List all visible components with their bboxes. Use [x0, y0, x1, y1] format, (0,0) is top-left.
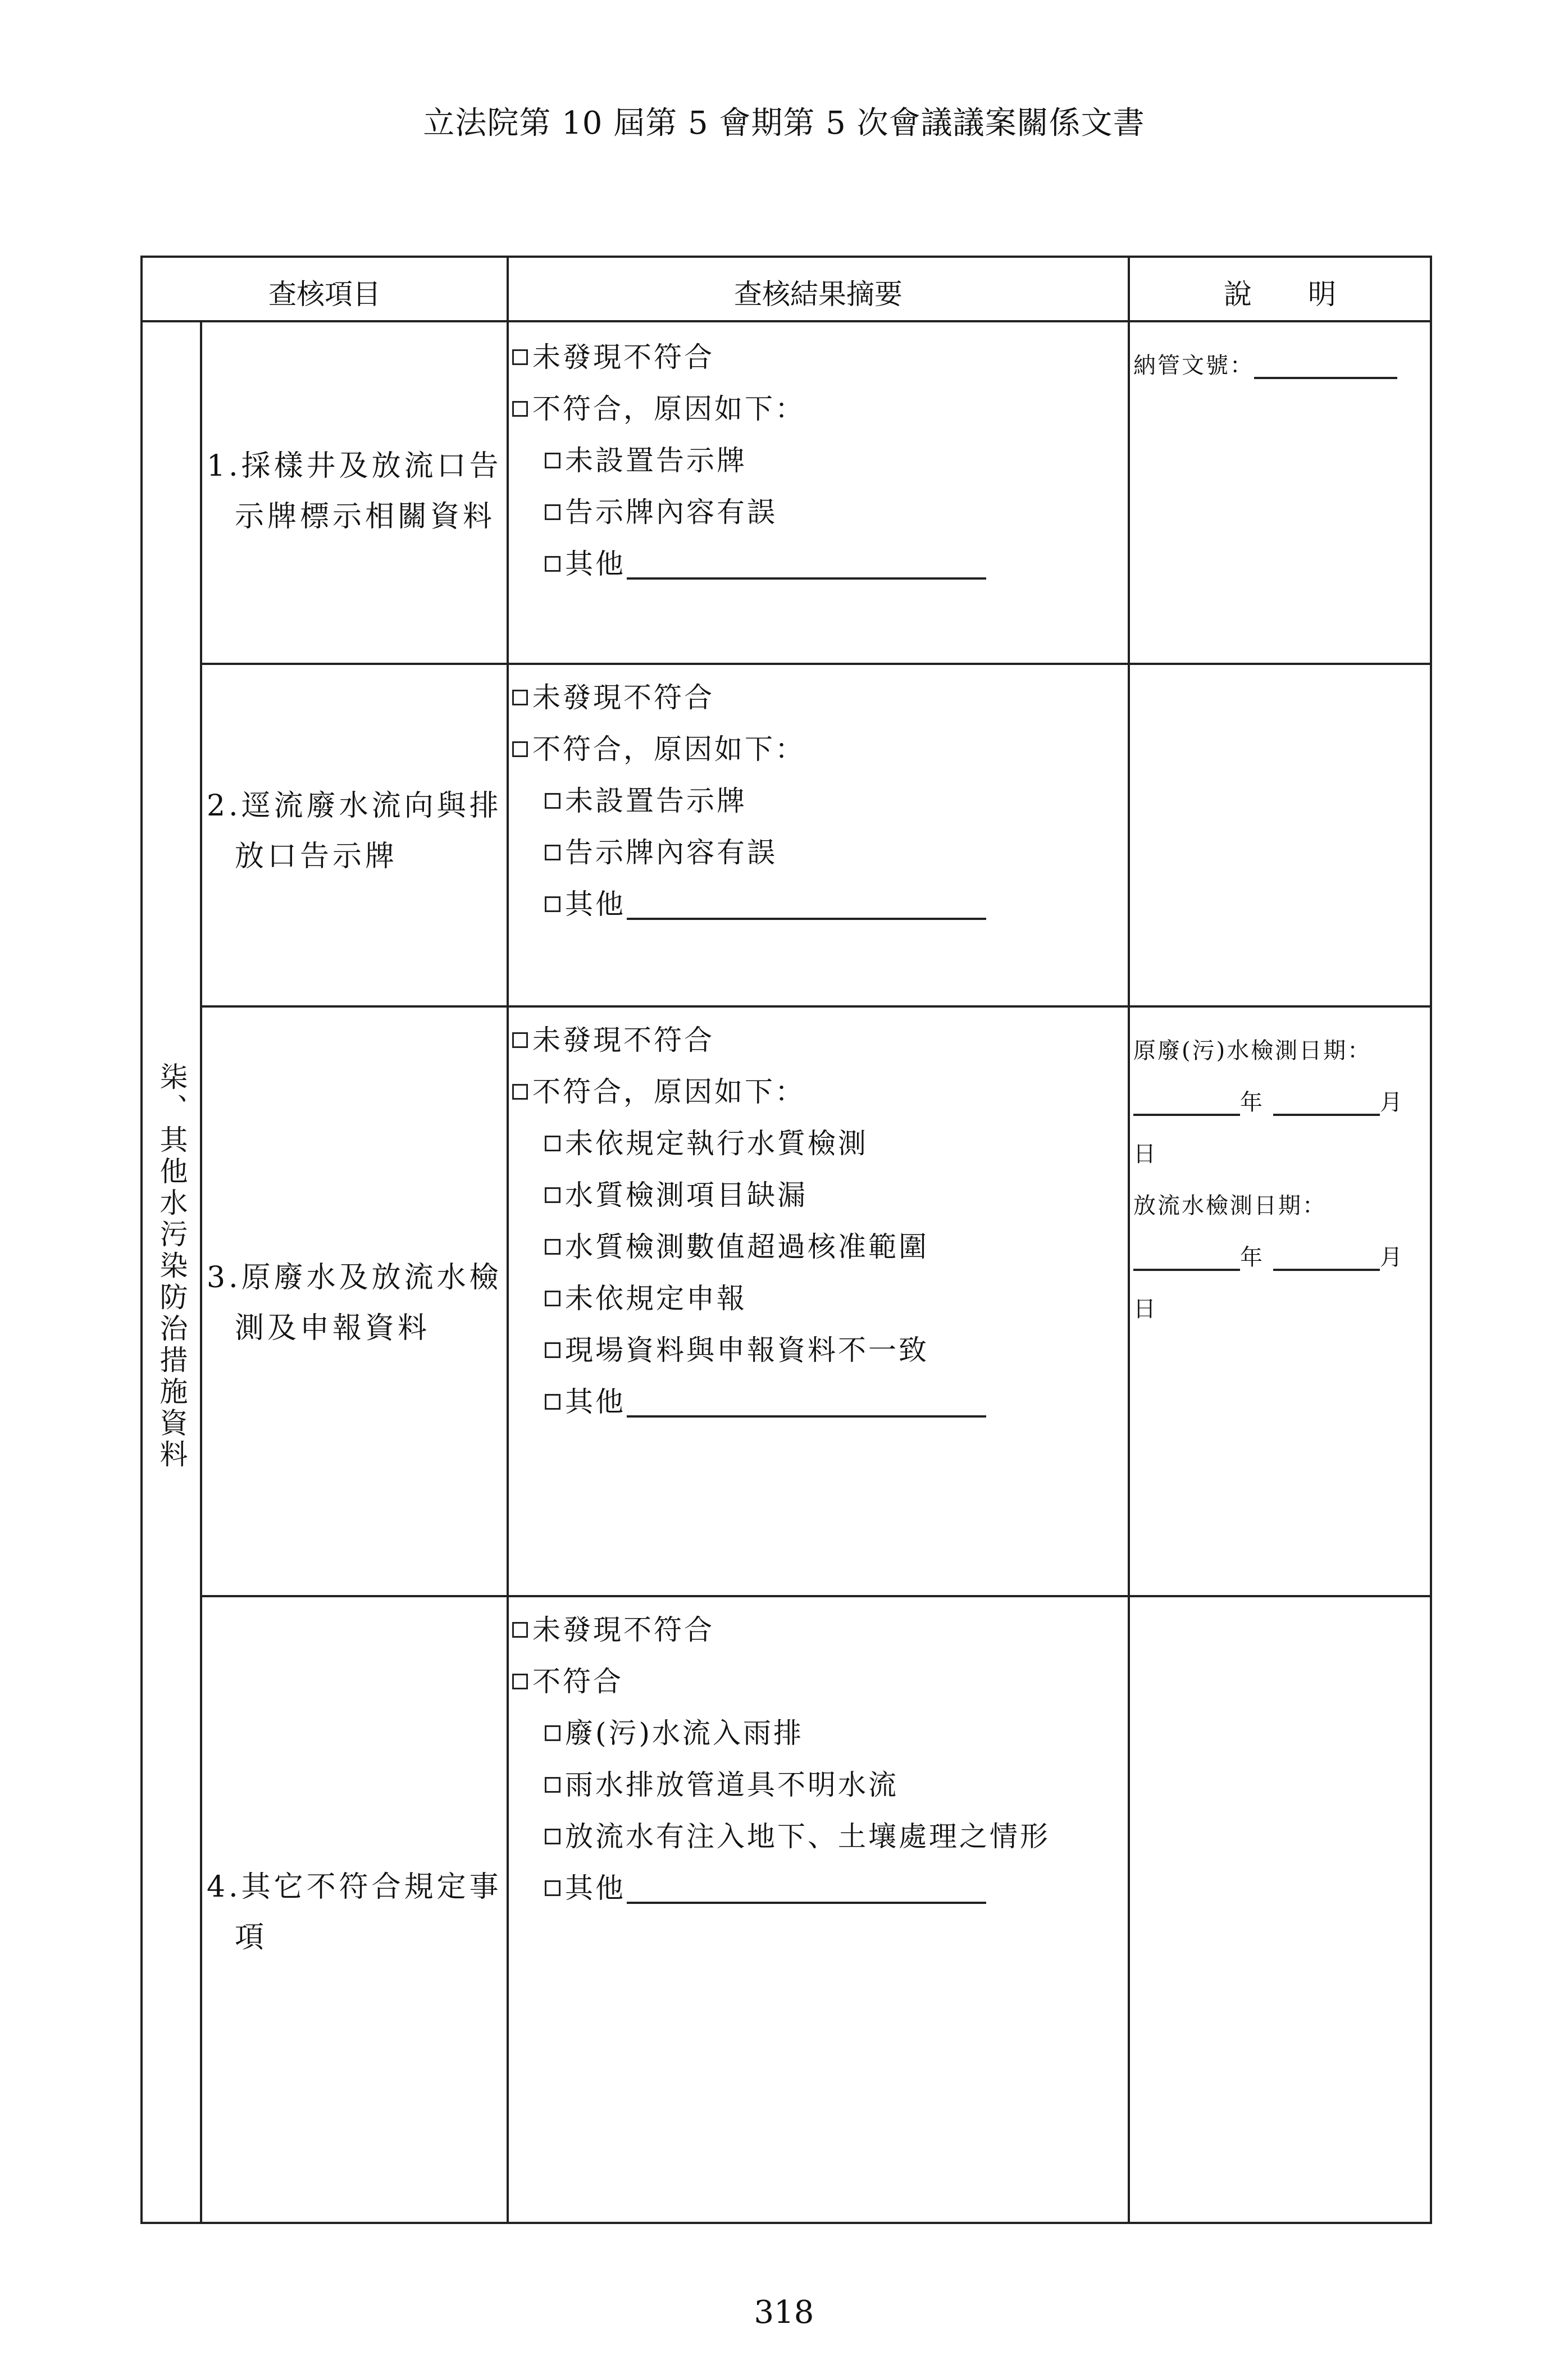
- page-number: 318: [754, 2294, 814, 2331]
- checkbox-icon[interactable]: [512, 1084, 528, 1100]
- raw-water-test-date-fields: 年 月: [1133, 1077, 1425, 1128]
- checkbox-icon[interactable]: [545, 896, 560, 912]
- checkbox-icon[interactable]: [545, 1394, 560, 1410]
- day-label: 日: [1133, 1296, 1157, 1322]
- permit-number-label: 納管文號：: [1133, 353, 1254, 379]
- checkbox-option[interactable]: 告示牌內容有誤: [512, 486, 1124, 538]
- checkbox-icon[interactable]: [512, 1674, 528, 1689]
- note-cell-3: [1133, 1025, 1425, 1335]
- checkbox-option[interactable]: 未設置告示牌: [512, 435, 1124, 486]
- checkbox-option[interactable]: 放流水有注入地下、土壤處理之情形: [512, 1811, 1124, 1862]
- checkbox-icon[interactable]: [545, 504, 560, 520]
- checkbox-icon[interactable]: [545, 556, 560, 572]
- checkbox-option[interactable]: 未發現不符合: [512, 1604, 1124, 1656]
- other-blank-line[interactable]: [627, 888, 986, 920]
- check-item-4: 4.其它不符合規定事 項: [207, 1870, 502, 1954]
- checkbox-option-other[interactable]: 其他: [512, 878, 1124, 930]
- checkbox-option[interactable]: 現場資料與申報資料不一致: [512, 1324, 1124, 1376]
- checkbox-icon[interactable]: [512, 741, 528, 757]
- category-label: 柒、其他水污染防治措施資料: [155, 1062, 188, 1471]
- checkbox-option[interactable]: 水質檢測項目缺漏: [512, 1169, 1124, 1221]
- checkbox-icon[interactable]: [545, 845, 560, 860]
- effluent-test-date-fields: 年 月: [1133, 1232, 1425, 1283]
- other-blank-line[interactable]: [627, 1872, 986, 1904]
- result-cell-4: [512, 1604, 1124, 1914]
- year-blank[interactable]: [1133, 1244, 1240, 1271]
- column-header-item: 查核項目: [268, 278, 381, 311]
- checkbox-icon[interactable]: [545, 1187, 560, 1203]
- document-header: 立法院第 10 屆第 5 會期第 5 次會議議案關係文書: [423, 105, 1145, 142]
- checkbox-option[interactable]: 不符合，原因如下：: [512, 723, 1124, 775]
- checkbox-icon[interactable]: [512, 1032, 528, 1048]
- note-cell-1: [1133, 340, 1425, 391]
- checkbox-icon[interactable]: [512, 690, 528, 705]
- checkbox-option[interactable]: 不符合，原因如下：: [512, 383, 1124, 435]
- checkbox-icon[interactable]: [545, 453, 560, 468]
- checkbox-icon[interactable]: [545, 1136, 560, 1151]
- checkbox-option[interactable]: 未設置告示牌: [512, 775, 1124, 827]
- checkbox-option[interactable]: 未依規定執行水質檢測: [512, 1118, 1124, 1169]
- item-column-divider: [507, 256, 509, 2224]
- category-cell: [140, 315, 202, 2218]
- result-cell-1: [512, 331, 1124, 590]
- checkbox-option[interactable]: 未發現不符合: [512, 331, 1124, 383]
- checkbox-option[interactable]: 未依規定申報: [512, 1273, 1124, 1324]
- permit-number-blank[interactable]: [1254, 352, 1397, 379]
- checkbox-option[interactable]: 水質檢測數值超過核准範圍: [512, 1221, 1124, 1273]
- checkbox-option-other[interactable]: 其他: [512, 1376, 1124, 1428]
- checkbox-option-other[interactable]: 其他: [512, 538, 1124, 590]
- checkbox-option[interactable]: 廢(污)水流入雨排: [512, 1707, 1124, 1759]
- checkbox-icon[interactable]: [512, 349, 528, 365]
- raw-water-test-date-label: 原廢(污)水檢測日期：: [1133, 1038, 1372, 1064]
- checkbox-option[interactable]: 不符合: [512, 1656, 1124, 1707]
- effluent-test-date-label: 放流水檢測日期：: [1133, 1193, 1327, 1219]
- row-divider-2: [200, 1005, 1432, 1008]
- result-column-divider: [1128, 256, 1130, 2224]
- month-blank[interactable]: [1273, 1089, 1380, 1116]
- column-header-result: 查核結果摘要: [734, 278, 902, 311]
- result-cell-2: [512, 672, 1124, 930]
- checkbox-icon[interactable]: [512, 401, 528, 417]
- day-label: 日: [1133, 1141, 1157, 1167]
- check-item-3: 3.原廢水及放流水檢 測及申報資料: [207, 1261, 502, 1345]
- other-blank-line[interactable]: [627, 548, 986, 580]
- checkbox-icon[interactable]: [512, 1622, 528, 1638]
- checkbox-icon[interactable]: [545, 1829, 560, 1844]
- result-cell-3: [512, 1014, 1124, 1428]
- checkbox-icon[interactable]: [545, 1342, 560, 1358]
- year-blank[interactable]: [1133, 1089, 1240, 1116]
- checkbox-option-other[interactable]: 其他: [512, 1862, 1124, 1914]
- checkbox-option[interactable]: 雨水排放管道具不明水流: [512, 1759, 1124, 1811]
- checkbox-icon[interactable]: [545, 1777, 560, 1793]
- checkbox-option[interactable]: 不符合，原因如下：: [512, 1066, 1124, 1118]
- row-divider-3: [200, 1595, 1432, 1597]
- month-blank[interactable]: [1273, 1244, 1380, 1271]
- checkbox-option[interactable]: 未發現不符合: [512, 672, 1124, 723]
- check-item-1: 1.採樣井及放流口告 示牌標示相關資料: [207, 449, 502, 534]
- other-blank-line[interactable]: [627, 1386, 986, 1418]
- checkbox-icon[interactable]: [545, 1239, 560, 1255]
- column-header-note: 說 明: [1224, 278, 1336, 311]
- row-divider-1: [200, 663, 1432, 665]
- check-item-2: 2.逕流廢水流向與排 放口告示牌: [207, 789, 502, 873]
- checkbox-icon[interactable]: [545, 1880, 560, 1896]
- checkbox-icon[interactable]: [545, 793, 560, 809]
- checkbox-option[interactable]: 未發現不符合: [512, 1014, 1124, 1066]
- checkbox-option[interactable]: 告示牌內容有誤: [512, 827, 1124, 878]
- checkbox-icon[interactable]: [545, 1725, 560, 1741]
- checkbox-icon[interactable]: [545, 1291, 560, 1306]
